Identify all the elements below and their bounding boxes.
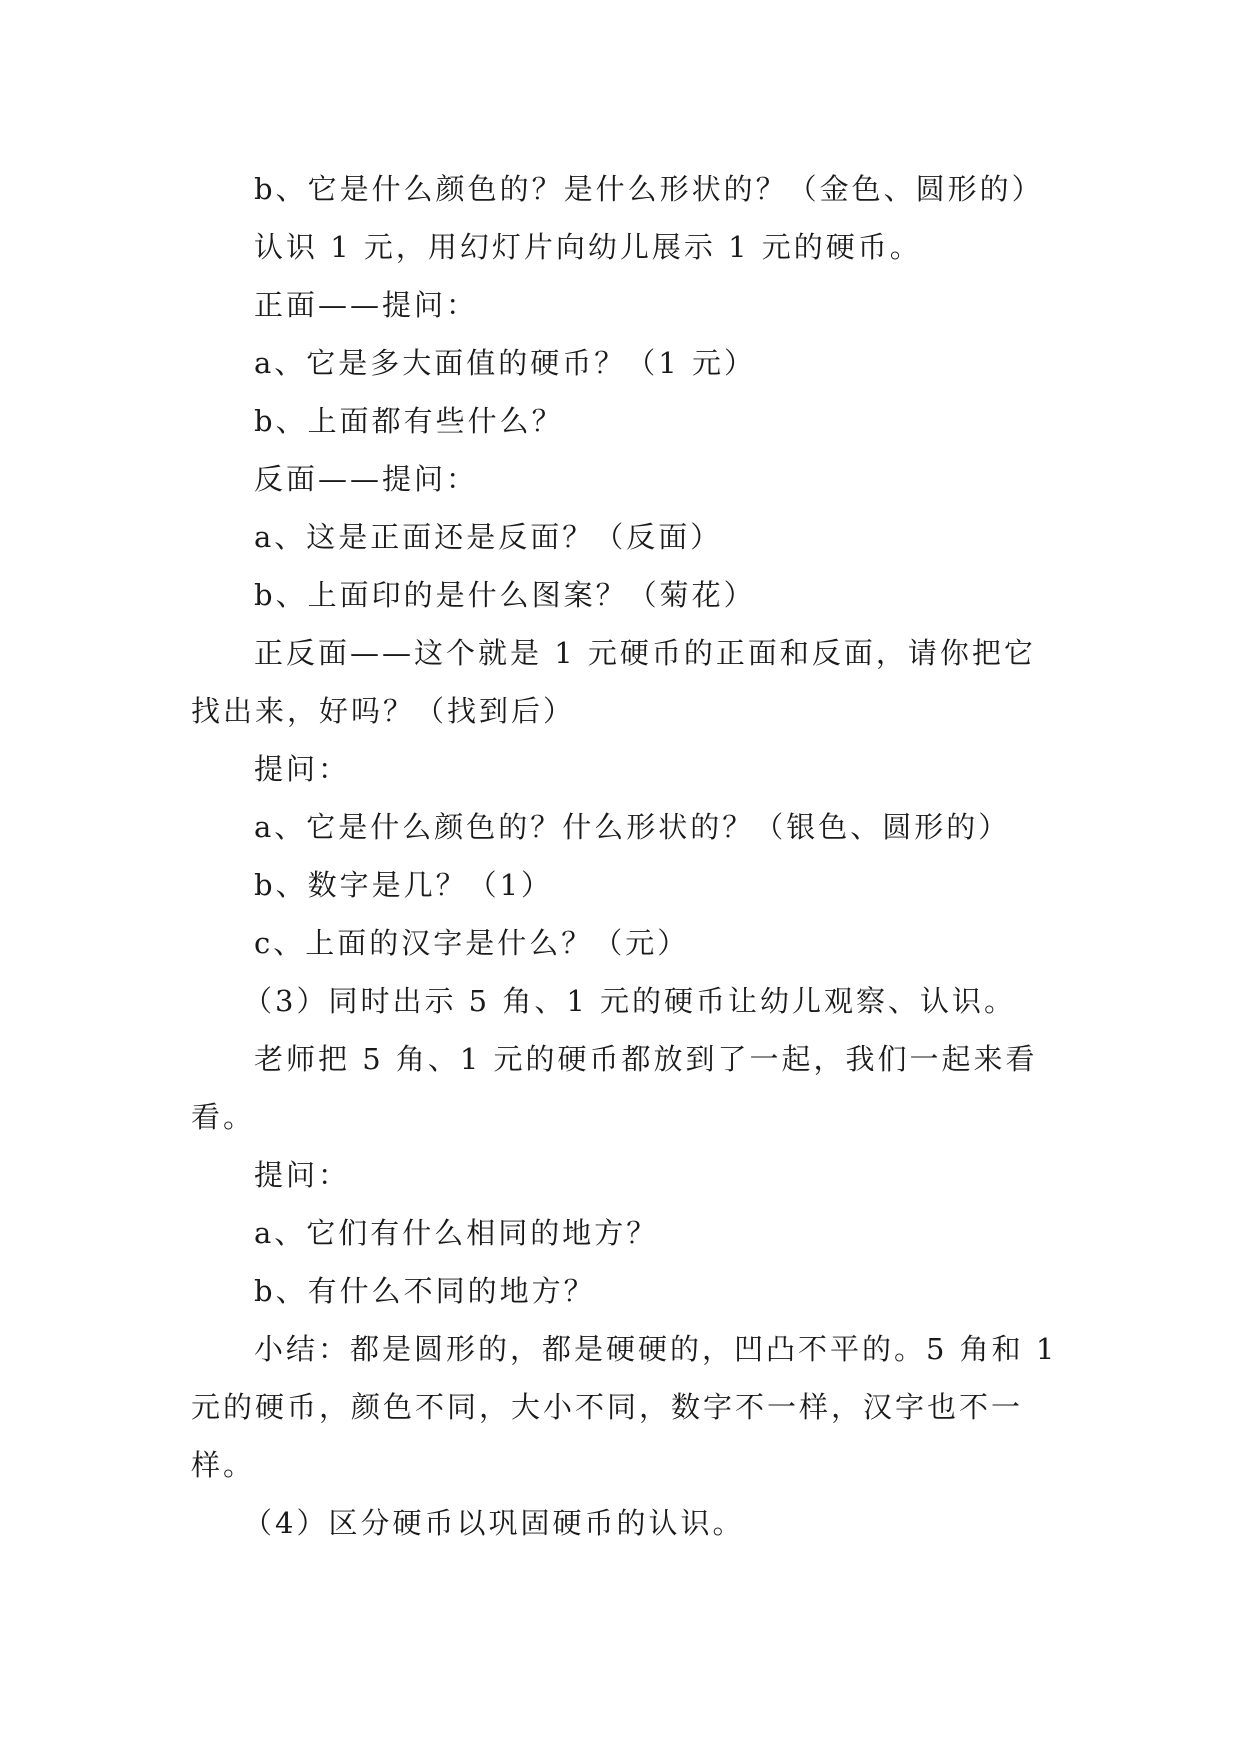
paragraph-line: a、它是什么颜色的？什么形状的？（银色、圆形的） [254, 810, 1011, 844]
paragraph-line: （3）同时出示 5 角、1 元的硬币让幼儿观察、认识。 [243, 984, 1017, 1018]
paragraph-line: b、它是什么颜色的？是什么形状的？（金色、圆形的） [254, 172, 1044, 206]
paragraph-line: （4）区分硬币以巩固硬币的认识。 [243, 1506, 745, 1540]
paragraph-line: 样。 [191, 1448, 256, 1482]
paragraph-line: b、有什么不同的地方？ [254, 1274, 596, 1308]
paragraph-line: b、数字是几？（1） [254, 868, 554, 902]
paragraph-line: 认识 1 元，用幻灯片向幼儿展示 1 元的硬币。 [254, 230, 922, 264]
paragraph-line: 元的硬币，颜色不同，大小不同，数字不一样，汉字也不一 [191, 1390, 1024, 1424]
paragraph-line: 老师把 5 角、1 元的硬币都放到了一起，我们一起来看 [254, 1042, 1038, 1076]
paragraph-line: 提问： [254, 1158, 351, 1192]
paragraph-line: b、上面印的是什么图案？（菊花） [254, 578, 756, 612]
paragraph-line: 找出来，好吗？（找到后） [191, 694, 576, 728]
paragraph-line: a、这是正面还是反面？（反面） [254, 520, 723, 554]
paragraph-line: 看。 [191, 1100, 256, 1134]
paragraph-line: b、上面都有些什么？ [254, 404, 564, 438]
paragraph-line: a、它们有什么相同的地方？ [254, 1216, 659, 1250]
paragraph-line: 正面——提问： [254, 288, 479, 322]
paragraph-line: 反面——提问： [254, 462, 479, 496]
paragraph-line: 小结：都是圆形的，都是硬硬的，凹凸不平的。5 角和 1 [254, 1332, 1058, 1366]
paragraph-line: c、上面的汉字是什么？（元） [254, 926, 690, 960]
paragraph-line: 正反面——这个就是 1 元硬币的正面和反面，请你把它 [254, 636, 1036, 670]
paragraph-line: 提问： [254, 752, 351, 786]
document-body [191, 160, 1058, 1552]
paragraph-line: a、它是多大面值的硬币？（1 元） [254, 346, 756, 380]
